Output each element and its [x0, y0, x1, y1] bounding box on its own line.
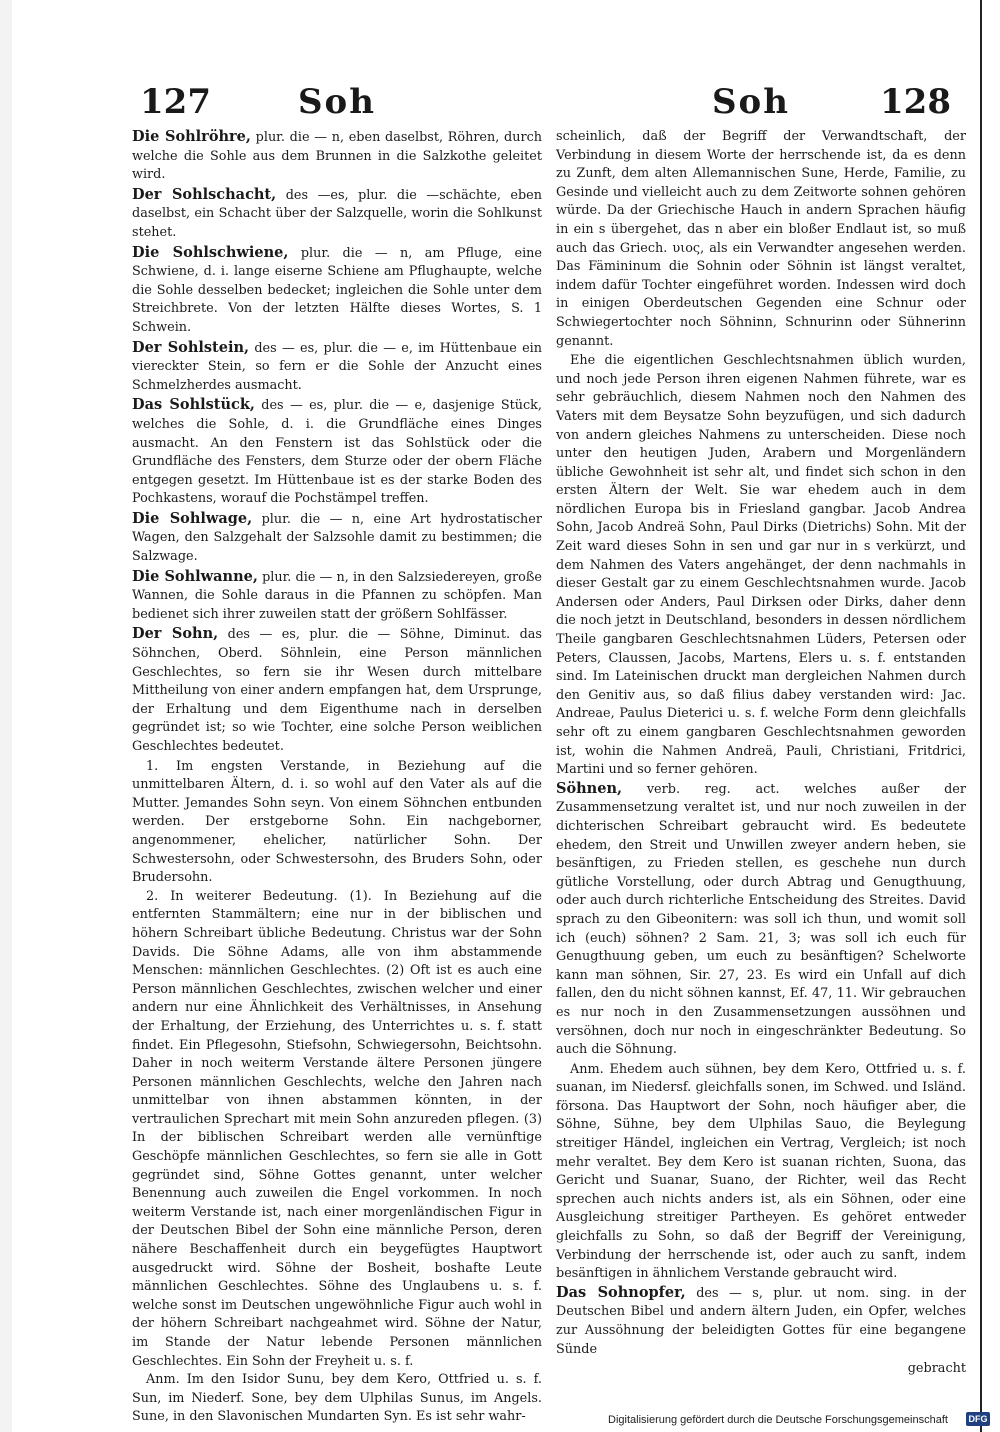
headword: Das Sohlstück,: [132, 396, 255, 414]
body-paragraph: Ehe die eigentlichen Geschlechtsnahmen üblich wurden, und noch jede Person ihren eigenen Nahmen führete, war es sehr gebräuchlich, diesem Nahmen noch den Nahmen des Vaters mit dem Beysatze Sohn beyzufügen, und sich dadurch von andern gleiches Nahmens zu unterscheiden. Diese noch unter den heutigen Juden, Arabern und Morgenländern übliche Gewohnheit ist sehr alt, und findet sich schon in den ersten Ältern der Welt. Sie war ehedem auch in dem nördlichen Europa bis in Friesland gangbar. Jacob Andrea Sohn, Jacob Andreä Sohn, Paul Dirks (Dietrichs) Sohn. Mit der Zeit ward dieses Sohn in sen und gar nur in s verkürzt, und dem Nahmen des Vaters angehänget, der denn nachmahls in dieser Gestalt gar zu einem Geschlechtsnahmen wurde. Jacob Andersen oder Anders, Paul Dirksen oder Dirks, daher denn die noch jetzt in Deutschland, besonders in dessen nördlichem Theile gangbaren Geschlechtsnahmen Lüders, Petersen oder Peters, Claussen, Jacobs, Martens, Elers u. s. f. entstanden sind. Im Lateinischen druckt man dergleichen Nahmen durch den Genitiv aus, so daß filius dabey verstanden wird: Jac. Andreae, Paulus Dieterici u. s. f. welche Form denn gleichfalls sehr oft zu einem gangbaren Geschlechtsnahmen geworden ist, wohin die Nahmen Andreä, Pauli, Christiani, Fritdrici, Martini und so ferner gehören.: [556, 353, 966, 778]
entry-text: des —es, plur. die —schächte, eben daselbst, ein Schacht über der Salzquelle, worin die Sohlkunst stehet.: [132, 187, 542, 240]
right-catchword: Soh: [712, 82, 790, 122]
annotation-paragraph: Anm. Im den Isidor Sunu, bey dem Kero, Ottfried u. s. f. Sun, im Niederf. Sone, bey dem Ulphilas Sunus, im Angels. Sune, in den Slavonischen Mundarten Syn. Es ist sehr wahr-: [132, 1372, 542, 1425]
dictionary-entry: [556, 1284, 966, 1359]
dictionary-entry: [132, 510, 542, 567]
dictionary-entry: [556, 780, 966, 1060]
entry-text: plur. die — n, am Pfluge, eine Schwiene, d. i. lange eiserne Schiene am Pflughaupte, welche die Sohle desselben bedecket; ingleichen die Sohle unter dem Streichbrete. Von der letzten Hälfte dieses Wortes, S. 1 Schwein.: [132, 245, 542, 335]
sense-paragraph: 1. Im engsten Verstande, in Beziehung auf die unmittelbaren Ältern, d. i. so wohl auf den Vater als auf die Mutter. Jemandes Sohn seyn. Von einem Söhnchen entbunden werden. Der erstgeborne Sohn. Ein nachgeborner, angenommener, ehelicher, natürlicher Sohn. Der Schwestersohn, oder Schwestersohn, des Bruders Sohn, oder Brudersohn.: [132, 758, 542, 886]
headword: Die Sohlwanne,: [132, 567, 258, 585]
digitization-credit: Digitalisierung gefördert durch die Deutsche Forschungsgemeinschaft: [608, 1414, 948, 1426]
entry-text: plur. die — n, in den Salzsiedereyen, große Wannen, die Sohle daraus in die Pfannen zu schöpfen. Man bedienet sich ihrer zuweilen statt der größern Sohlfässer.: [132, 569, 542, 622]
headword: Die Sohlröhre,: [132, 128, 251, 145]
headword: Die Sohlschwiene,: [132, 243, 289, 261]
dictionary-entry: [132, 396, 542, 509]
sense-paragraph: 2. In weiterer Bedeutung. (1). In Beziehung auf die entfernten Stammältern; eine nur in der biblischen und höhern Schreibart übliche Bedeutung. Christus war der Sohn Davids. Die Söhne Adams, alle von ihm abstammende Menschen: männlichen Geschlechtes. (2) Oft ist es auch eine Person männlichen Geschlechtes, zwischen welcher und einer andern nur eine Ähnlichkeit des Verhältnisses, in Ansehung der Erhaltung, der Erziehung, des Unterrichtes u. s. f. statt findet. Ein Pflegesohn, Stiefsohn, Schwiegersohn, Beichtsohn. Daher in noch weiterm Verstande ältere Personen jüngere Personen männlichen Geschlechts, welche den Jahren nach unmittelbar von ihnen abstammen könnten, in der vertraulichen Sprechart mit mein Sohn anzureden pflegen. (3) In der biblischen Schreibart werden alle vernünftige Geschöpfe männlichen Geschlechtes, so fern sie alle in Gott gegründet sind, Söhne Gottes genannt, unter welcher Benennung auch zuweilen die Engel vorkommen. In noch weiterm Verstande ist, nach einer morgenländischen Figur in der Deutschen Bibel der Sohn eine männliche Person, deren nähere Beschaffenheit durch ein beygefügtes Hauptwort ausgedruckt wird. Söhne der Bosheit, boshafte Leute männlichen Geschlechtes. Söhne des Unglaubens u. s. f. welche sonst im Deutschen ungewöhnliche Figur auch wohl in der höhern Schreibart nachgeahmet wird. Söhne der Natur, im Stande der Natur lebende Personen männlichen Geschlechtes. Ein Sohn der Freyheit u. s. f.: [132, 888, 542, 1369]
entry-text: des — es, plur. die — e, dasjenige Stück, welches die Sohle, d. i. die Grundfläche eines Dinges ausmacht. An den Fenstern ist das Sohlstück oder die Grundfläche des Fensters, dem Sturze oder der obern Fläche entgegen gesetzt. Im Hüttenbaue ist es der starke Boden des Pochkastens, worauf die Pochstämpel treffen.: [132, 398, 542, 507]
headword: Das Sohnopfer,: [556, 1283, 686, 1301]
headword: Der Sohlstein,: [132, 338, 250, 356]
dictionary-entry: [132, 339, 542, 396]
right-page-number: 128: [880, 82, 951, 122]
left-catchword: Soh: [298, 82, 376, 122]
page-binding-edge: [0, 0, 12, 1432]
entry-text: verb. reg. act. welches außer der Zusammensetzung veraltet ist, und nur noch zuweilen in der dichterischen Schreibart gebraucht wird. Es bedeutete ehedem, den Streit und Unwillen zweyer andern heben, sie besänftigen, zu Frieden stellen, es geschehe nun durch gütliche Vorstellung, oder durch Abtrag und Genugthuung, oder auch durch richterliche Entscheidung des Streites. David sprach zu den Gibeonitern: was soll ich thun, und womit soll ich (euch) söhnen? 2 Sam. 21, 3; was soll ich euch für Genugthuung geben, um euch zu besänftigen? Schelworte kann man söhnen, Sir. 27, 23. Es wird ein Unfall auf dich fallen, den du nicht söhnen kannst, Ef. 47, 11. Wir gebrauchen es nur noch in den Zusammensetzungen aussöhnen und versöhnen, doch nur noch in eingeschränkter Bedeutung. So auch die Söhnung.: [556, 781, 966, 1058]
dfg-logo: DFG: [966, 1412, 990, 1426]
entry-text: des — es, plur. die — e, im Hüttenbaue ein viereckter Stein, so fern er die Sohle der Anzucht eines Schmelzherdes ausmacht.: [132, 340, 542, 393]
entry-text: des — s, plur. ut nom. sing. in der Deutschen Bibel und andern ältern Juden, ein Opfer, welches zur Aussöhnung der beleidigten Gottes für eine begangene Sünde: [556, 1285, 966, 1357]
left-page-number: 127: [140, 82, 211, 122]
scan-edge-line: [980, 0, 982, 1432]
right-column: [556, 128, 966, 1377]
entry-text: plur. die — n, eben daselbst, Röhren, durch welche die Sohle aus dem Brunnen in die Salzkothe geleitet wird.: [132, 130, 542, 183]
dictionary-entry: [132, 625, 542, 756]
dictionary-entry: [132, 568, 542, 625]
headword: Söhnen,: [556, 779, 623, 797]
annotation-paragraph: Anm. Ehedem auch sühnen, bey dem Kero, Ottfried u. s. f. suanan, im Niedersf. gleichfalls sonen, im Schwed. und Isländ. försona. Das Hauptwort der Sohn, noch häufiger aber, die Söhne, Sühne, bey dem Ulphilas Sauo, die Beylegung streitiger Händel, ingleichen ein Vertrag, Vergleich; ist noch mehr veraltet. Bey dem Kero ist suanan richten, Suona, das Gericht und Suanar, Suano, der Richter, weil das Recht sprechen auch nichts anders ist, als ein Söhnen, oder eine Ausgleichung streitiger Partheyen. Es gehöret entweder gleichfalls zu Sohn, so daß der Begriff der Vereinigung, Verbindung der herrschende ist, oder auch zu sanft, indem besänftigen in ähnlichem Verstande gebraucht wird.: [556, 1061, 966, 1282]
continuation-paragraph: scheinlich, daß der Begriff der Verwandtschaft, der Verbindung in diesem Worte der herrschende ist, da es denn zu Zunft, dem alten Allemannischen Sune, Herde, Familie, zu Gesinde und vielleicht auch zu dem Zeitworte sohnen gehören würde. Da der Griechische Hauch in andern Sprachen häufig in ein s übergehet, das n aber ein bloßer Endlaut ist, so muß auch das Griech. υιος, als ein Verwandter angesehen werden. Das Fämininum die Sohnin oder Söhnin ist längst veraltet, indem dafür Tochter eingeführet worden. Indessen wird doch in einigen Oberdeutschen Gegenden eine Schnur oder Schwiegertochter noch Söhninn, Schnurinn oder Sühnerinn genannt.: [556, 129, 966, 349]
dictionary-entry: [132, 186, 542, 243]
entry-text: plur. die — n, eine Art hydrostatischer Wagen, den Salzgehalt der Salzsohle damit zu bestimmen; die Salzwage.: [132, 511, 542, 565]
headword: Der Sohn,: [132, 625, 219, 643]
entry-text: des — es, plur. die — Söhne, Diminut. das Söhnchen, Oberd. Söhnlein, eine Person männlichen Geschlechtes, so fern sie ihr Wesen durch mittelbare Mittheilung von einer andern empfangen hat, dem Ursprunge, der Erhaltung und dem Eigenthume nach in derselben gegründet ist; so wie Tochter, eine solche Person weiblichen Geschlechtes bedeutet.: [132, 627, 542, 754]
catch-line: gebracht: [907, 1361, 966, 1377]
dictionary-entry: [132, 244, 542, 338]
left-column: [132, 128, 542, 1425]
headword: Der Sohlschacht,: [132, 185, 277, 203]
headword: Die Sohlwage,: [132, 509, 253, 527]
dictionary-entry: [132, 128, 542, 185]
